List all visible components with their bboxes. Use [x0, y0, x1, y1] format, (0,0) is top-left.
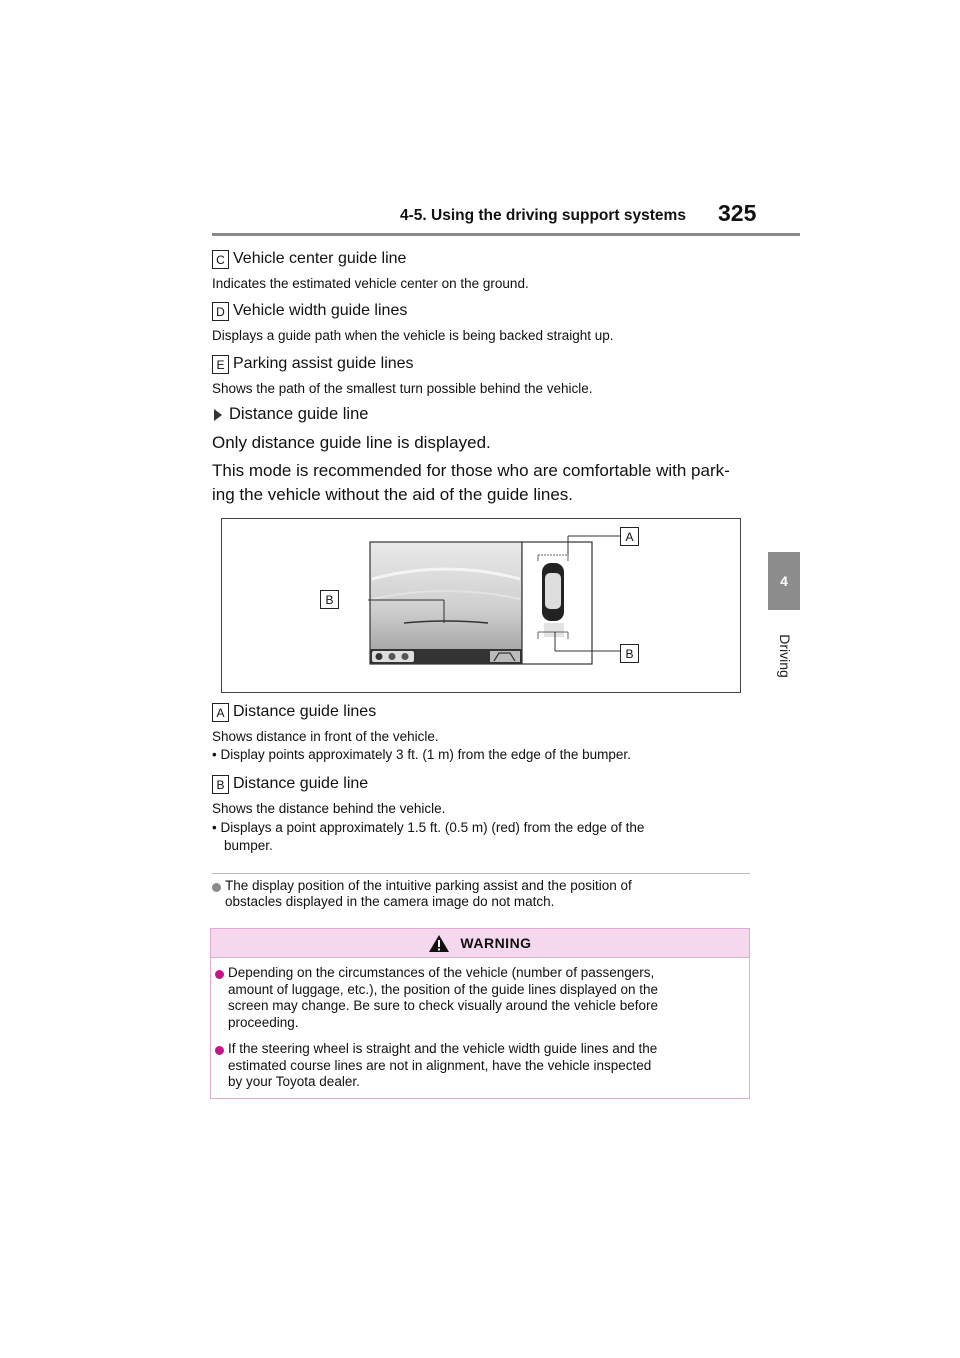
mode-line: Only distance guide line is displayed. [212, 433, 491, 452]
item-desc: Indicates the estimated vehicle center on the ground. [212, 276, 529, 291]
note-text: obstacles displayed in the camera image do not match. [225, 894, 555, 909]
mode-line: ing the vehicle without the aid of the guide lines. [212, 485, 574, 504]
item-desc: Displays a guide path when the vehicle is being backed straight up. [212, 328, 614, 343]
item-bullet-cont: bumper. [224, 838, 273, 853]
figure-label-b: B [320, 590, 339, 609]
camera-display-figure [221, 518, 741, 693]
warning-line: If the steering wheel is straight and the vehicle width guide lines and the [228, 1041, 658, 1056]
mode-line: This mode is recommended for those who are comfortable with park- [212, 461, 730, 480]
warning-line: estimated course lines are not in alignment, have the vehicle inspected [228, 1057, 652, 1073]
warning-item-1 [228, 965, 738, 1031]
badge-a: A [212, 703, 229, 722]
item-title: Parking assist guide lines [233, 355, 414, 372]
item-bullet: • Displays a point approximately 1.5 ft. (0.5 m) (red) from the edge of the [212, 820, 645, 835]
warning-line: screen may change. Be sure to check visually around the vehicle before [228, 998, 658, 1013]
warning-title: WARNING [460, 935, 532, 951]
note-divider [212, 873, 750, 874]
chapter-tab: 4 [768, 552, 800, 610]
badge-d: D [212, 302, 229, 321]
figure-label-b: B [620, 644, 639, 663]
warning-line: amount of luggage, etc.), the position of the guide lines displayed on the [228, 981, 659, 997]
note-bullet-icon [212, 883, 221, 892]
item-title: Distance guide line [233, 775, 369, 792]
note-text: The display position of the intuitive parking assist and the position of [225, 878, 632, 893]
warning-box [210, 928, 750, 1099]
warning-item-2 [228, 1041, 738, 1091]
header-rule [212, 233, 800, 236]
warning-line: proceeding. [228, 1014, 299, 1030]
item-title: Vehicle center guide line [233, 250, 407, 267]
warning-line: by your Toyota dealer. [228, 1074, 360, 1089]
arrow-right-icon [214, 409, 222, 421]
chapter-label: Driving [777, 634, 793, 678]
item-bullet: • Display points approximately 3 ft. (1 m) from the edge of the bumper. [212, 747, 631, 762]
warning-bullet-icon [215, 1046, 224, 1055]
warning-bullet-icon [215, 970, 224, 979]
figure-label-a: A [620, 527, 639, 546]
item-title: Distance guide lines [233, 703, 377, 720]
item-title: Vehicle width guide lines [233, 302, 408, 319]
camera-display-illustration [222, 519, 740, 692]
badge-c: C [212, 250, 229, 269]
item-desc: Shows the distance behind the vehicle. [212, 801, 446, 816]
warning-line: Depending on the circumstances of the vehicle (number of passengers, [228, 965, 655, 980]
mode-heading: Distance guide line [229, 405, 369, 423]
section-title: 4-5. Using the driving support systems [400, 207, 686, 224]
item-desc: Shows the path of the smallest turn possible behind the vehicle. [212, 381, 593, 396]
warning-header [211, 929, 749, 958]
warning-triangle-icon [428, 934, 450, 953]
item-desc: Shows distance in front of the vehicle. [212, 729, 439, 744]
badge-b: B [212, 775, 229, 794]
badge-e: E [212, 355, 229, 374]
page-number: 325 [718, 200, 757, 226]
